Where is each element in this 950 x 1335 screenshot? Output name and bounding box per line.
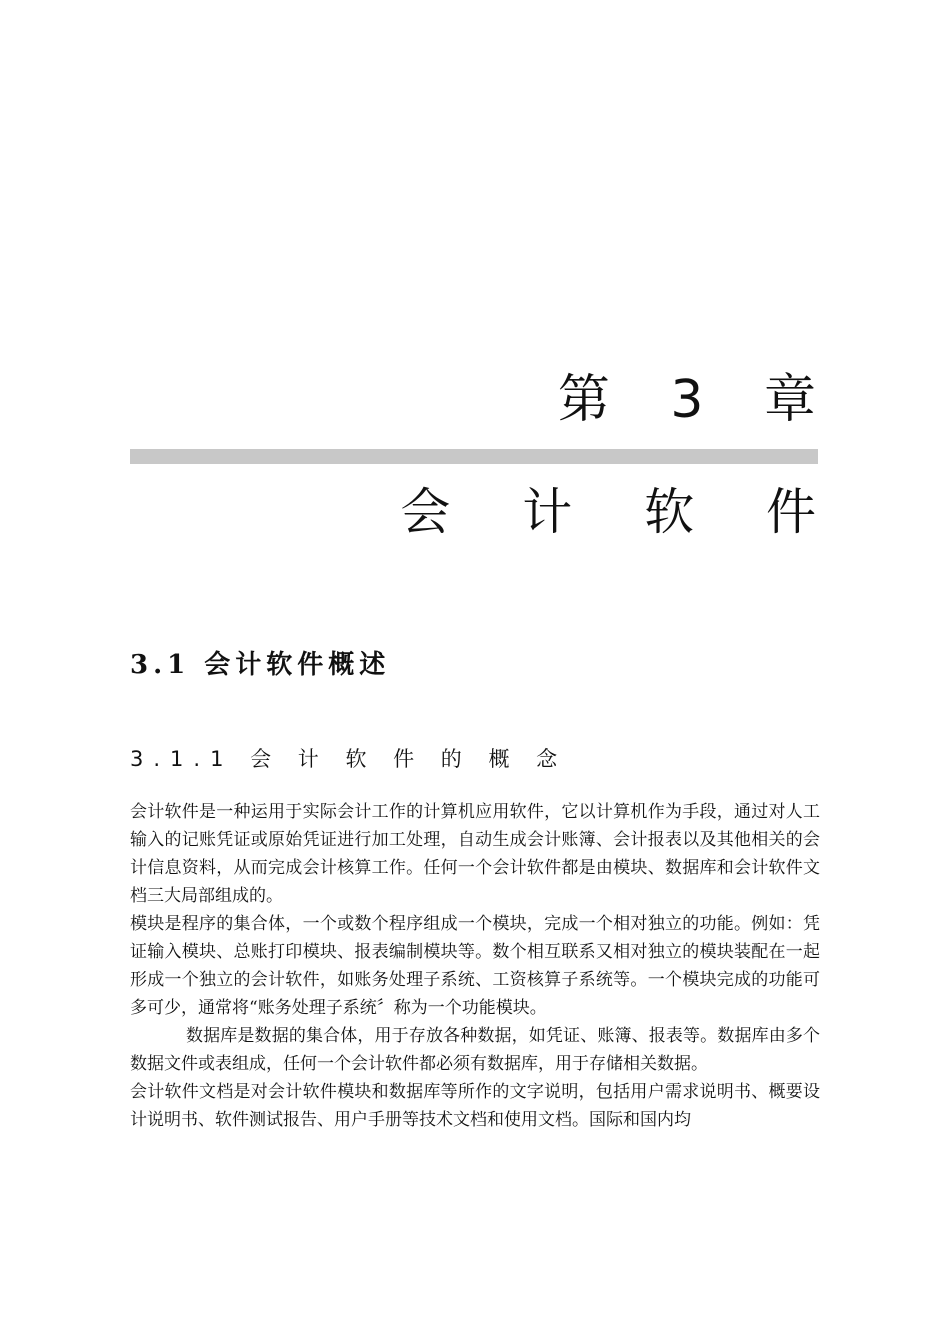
body-text xyxy=(130,798,820,1134)
paragraph-database: 数据库是数据的集合体，用于存放各种数据，如凭证、账簿、报表等。数据库由多个数据文件或表组成，任何一个会计软件都必须有数据库，用于存储相关数据。 xyxy=(130,1026,820,1074)
paragraph-modules: 模块是程序的集合体，一个或数个程序组成一个模块，完成一个相对独立的功能。例如：凭证输入模块、总账打印模块、报表编制模块等。数个相互联系又相对独立的模块装配在一起形成一个独立的会计软件，如账务处理子系统、工资核算子系统等。一个模块完成的功能可多可少，通常将“账务处理子系统〞称为一个功能模块。 xyxy=(130,914,820,1018)
section-heading: 3.1 会计软件概述 xyxy=(130,650,391,680)
paragraph-accounting-software: 会计软件是一种运用于实际会计工作的计算机应用软件，它以计算机作为手段，通过对人工输入的记账凭证或原始凭证进行加工处理，自动生成会计账簿、会计报表以及其他相关的会计信息资料，从而完成会计核算工作。任何一个会计软件都是由模块、数据库和会计软件文档三大局部组成的。 xyxy=(130,802,820,906)
subsection-heading: 3.1.1 会 计 软 件 的 概 念 xyxy=(130,747,568,771)
chapter-divider xyxy=(130,449,818,464)
paragraph-documentation: 会计软件文档是对会计软件模块和数据库等所作的文字说明，包括用户需求说明书、概要设计说明书、软件测试报告、用户手册等技术文档和使用文档。国际和国内均 xyxy=(130,1082,820,1130)
chapter-number: 第 3 章 xyxy=(557,370,838,430)
chapter-title: 会 计 软 件 xyxy=(400,483,844,541)
